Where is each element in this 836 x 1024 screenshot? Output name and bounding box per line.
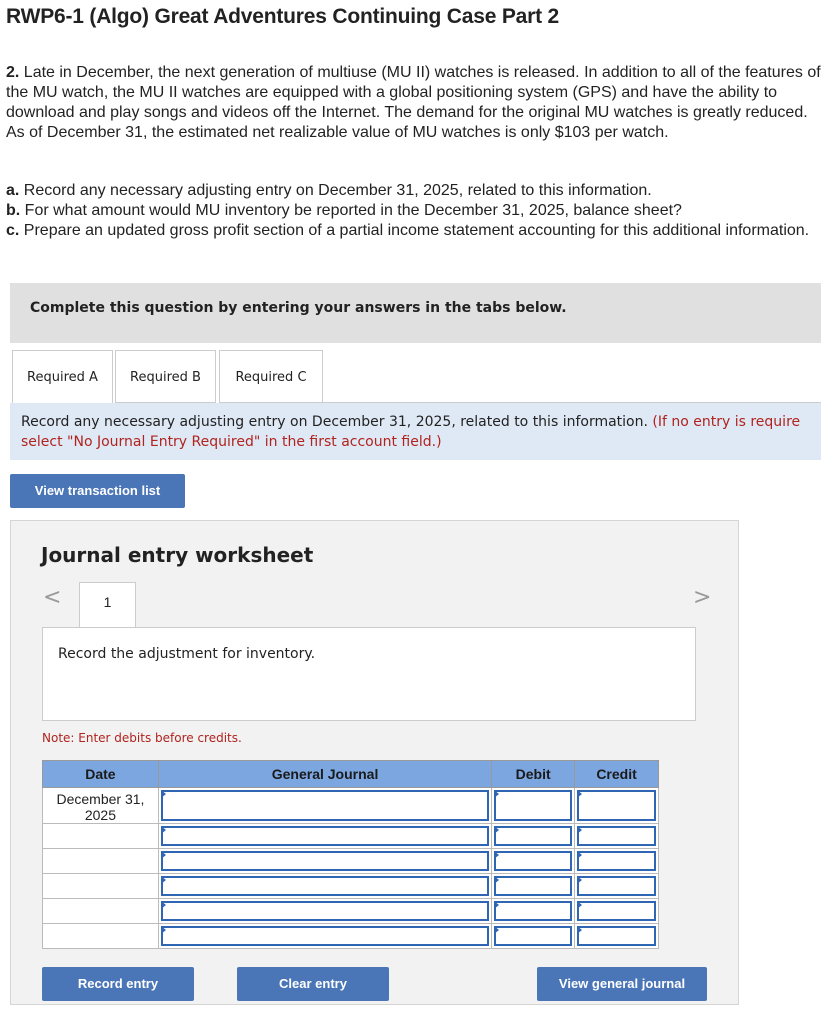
transaction-description-box — [42, 627, 696, 721]
account-input[interactable] — [161, 901, 489, 921]
table-row — [43, 899, 659, 924]
date-column-header: Date — [43, 761, 159, 788]
credit-input[interactable] — [577, 851, 656, 871]
page-title: RWP6-1 (Algo) Great Adventures Continuing Case Part 2 — [6, 5, 559, 28]
worksheet-page-tab[interactable]: 1 — [79, 582, 136, 628]
requirement-a: a. Record any necessary adjusting entry on December 31, 2025, related to this information. — [6, 182, 652, 199]
chevron-left-icon[interactable]: < — [43, 585, 62, 610]
account-input[interactable] — [161, 826, 489, 846]
entry-date-empty — [43, 924, 159, 949]
instructions-banner — [10, 283, 821, 343]
table-row — [43, 824, 659, 849]
credit-input[interactable] — [577, 876, 656, 896]
problem-intro: 2. Late in December, the next generation of multiuse (MU II) watches is released. In addition to all of the features of the MU watch, the MU II watches are equipped with a global positioning system (GPS) and have the ability to download and play songs and videos off the Internet. The demand for the original MU watches is greatly reduced. As of December 31, the estimated net realizable value of MU watches is only $103 per watch. — [6, 64, 821, 141]
entry-date-empty — [43, 899, 159, 924]
debit-column-header: Debit — [492, 761, 575, 788]
account-input[interactable] — [161, 790, 489, 821]
banner-text: Complete this question by entering your answers in the tabs below. — [30, 300, 567, 316]
requirement-tabs — [10, 350, 821, 403]
tab-instruction — [10, 403, 821, 460]
instruction-hint-line2: select "No Journal Entry Required" in the first account field.) — [21, 434, 442, 450]
instruction-hint: (If no entry is require — [647, 414, 801, 430]
debit-input[interactable] — [494, 826, 572, 846]
account-input[interactable] — [161, 926, 489, 946]
debit-input[interactable] — [494, 901, 572, 921]
clear-entry-button[interactable]: Clear entry — [237, 967, 389, 1001]
record-entry-button[interactable]: Record entry — [42, 967, 194, 1001]
tab-required-b[interactable]: Required B — [115, 350, 216, 403]
entry-date-empty — [43, 849, 159, 874]
debit-input[interactable] — [494, 851, 572, 871]
chevron-right-icon[interactable]: > — [693, 585, 712, 610]
credit-column-header: Credit — [575, 761, 659, 788]
account-input[interactable] — [161, 851, 489, 871]
table-row — [43, 924, 659, 949]
credit-input[interactable] — [577, 790, 656, 821]
table-row — [43, 874, 659, 899]
debit-input[interactable] — [494, 876, 572, 896]
credit-input[interactable] — [577, 901, 656, 921]
account-input[interactable] — [161, 876, 489, 896]
view-transaction-list-button[interactable]: View transaction list — [10, 474, 185, 508]
requirement-b: b. For what amount would MU inventory be reported in the December 31, 2025, balance sheet? — [6, 202, 682, 219]
journal-table — [42, 760, 659, 949]
table-row — [43, 788, 659, 824]
entry-date-empty — [43, 824, 159, 849]
debit-input[interactable] — [494, 926, 572, 946]
tab-required-c[interactable]: Required C — [219, 350, 323, 403]
worksheet-title: Journal entry worksheet — [41, 543, 314, 567]
view-general-journal-button[interactable]: View general journal — [537, 967, 707, 1001]
general-journal-column-header: General Journal — [158, 761, 491, 788]
credit-input[interactable] — [577, 826, 656, 846]
tab-required-a[interactable]: Required A — [12, 350, 113, 403]
debit-credit-note: Note: Enter debits before credits. — [42, 731, 242, 745]
instruction-main: Record any necessary adjusting entry on December 31, 2025, related to this information. — [21, 414, 648, 430]
entry-date: December 31, 2025 — [43, 788, 159, 824]
journal-worksheet — [10, 520, 739, 1005]
credit-input[interactable] — [577, 926, 656, 946]
table-row — [43, 849, 659, 874]
transaction-description: Record the adjustment for inventory. — [58, 646, 316, 662]
debit-input[interactable] — [494, 790, 572, 821]
entry-date-empty — [43, 874, 159, 899]
requirement-c: c. Prepare an updated gross profit section of a partial income statement accounting for this additional information. — [6, 222, 810, 239]
